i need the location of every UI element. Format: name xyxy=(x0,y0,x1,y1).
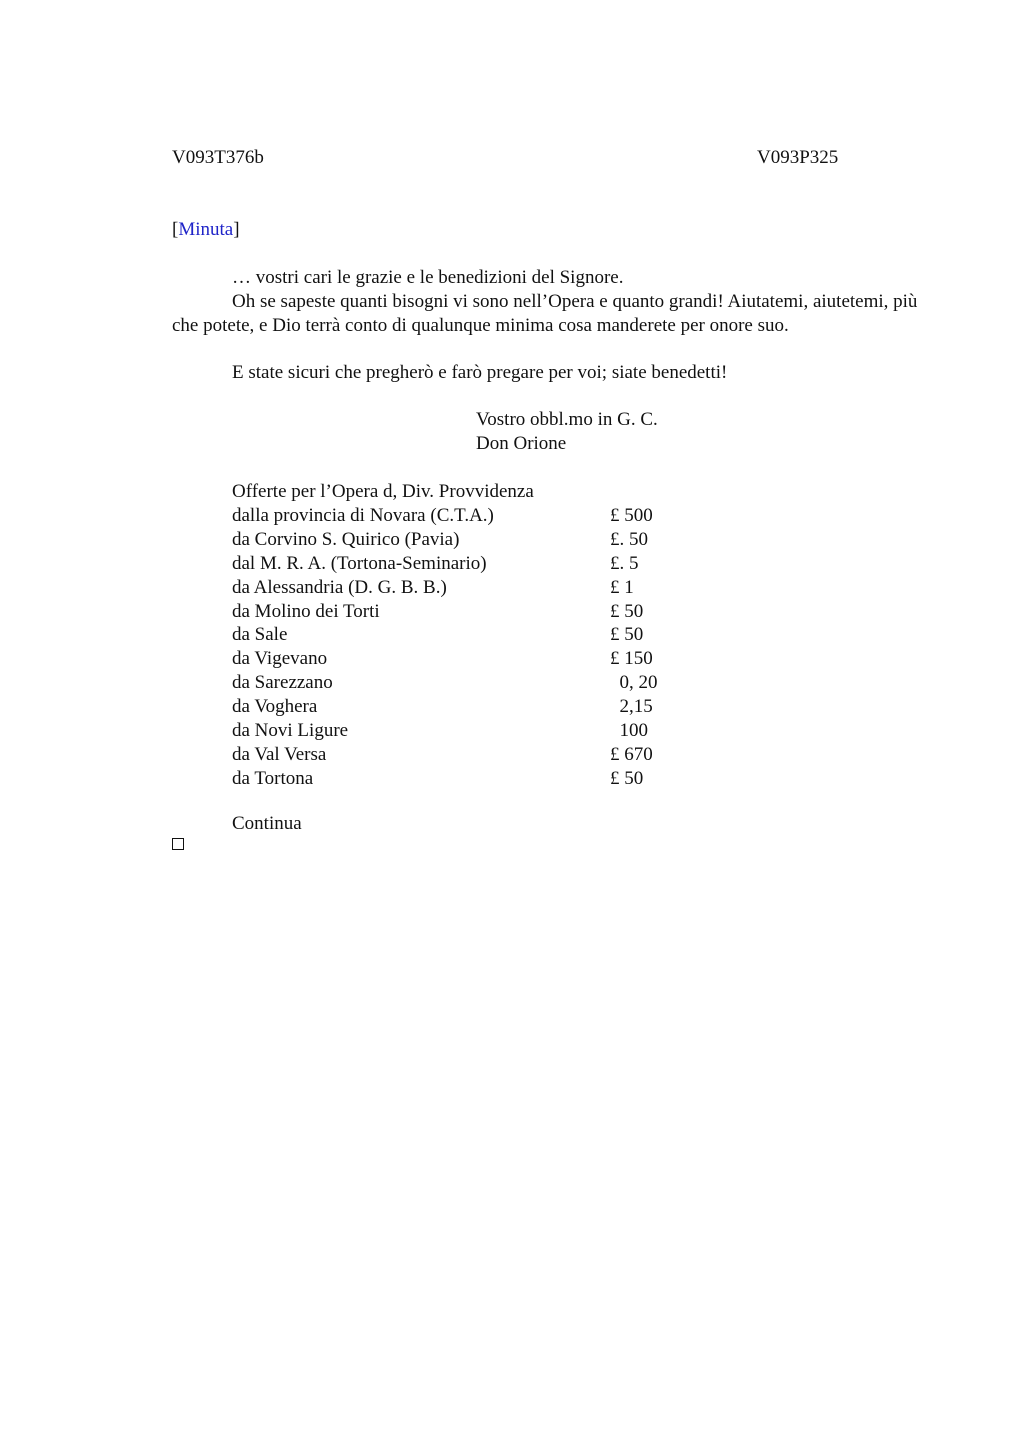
offer-row xyxy=(232,743,732,767)
offer-place: da Voghera xyxy=(232,696,318,718)
label-close-bracket: ] xyxy=(233,219,240,240)
offer-row xyxy=(232,504,732,528)
offer-row xyxy=(232,647,732,671)
paragraph-blessing: E state sicuri che pregherò e farò pregare per voi; siate benedetti! xyxy=(232,362,728,383)
offer-amount: £ 50 xyxy=(610,624,644,646)
paragraph-greeting: … vostri cari le grazie e le benedizioni del Signore. xyxy=(232,267,624,288)
offers-title: Offerte per l’Opera d, Div. Provvidenza xyxy=(232,481,534,502)
document-code-right: V093P325 xyxy=(757,147,839,168)
offer-amount: 2,15 xyxy=(610,696,653,718)
offer-amount: £ 50 xyxy=(610,600,644,622)
offer-row xyxy=(232,719,732,743)
offer-amount: 0, 20 xyxy=(610,672,658,694)
label-open-bracket: [ xyxy=(172,219,179,240)
offer-place: da Vigevano xyxy=(232,648,328,670)
offer-amount: £ 500 xyxy=(610,505,653,526)
offer-amount: £ 670 xyxy=(610,743,653,765)
offer-row xyxy=(232,623,732,647)
offer-amount: £. 50 xyxy=(610,528,648,550)
offer-row xyxy=(232,600,732,624)
signature-name: Don Orione xyxy=(476,433,567,454)
offers-list xyxy=(232,504,732,791)
offer-row xyxy=(232,695,732,719)
minuta-link[interactable]: Minuta xyxy=(178,219,234,240)
offer-place: da Alessandria (D. G. B. B.) xyxy=(232,576,447,598)
offer-amount: £ 150 xyxy=(610,648,653,670)
end-square-icon xyxy=(172,838,184,850)
offer-place: dalla provincia di Novara (C.T.A.) xyxy=(232,505,494,526)
offer-amount: £ 50 xyxy=(610,767,644,789)
offer-place: dal M. R. A. (Tortona-Seminario) xyxy=(232,552,487,574)
offer-row xyxy=(232,671,732,695)
offer-place: da Novi Ligure xyxy=(232,720,349,742)
continua-note: Continua xyxy=(232,813,302,834)
document-label xyxy=(172,218,240,242)
offer-amount: £ 1 xyxy=(610,576,634,598)
signature-closing: Vostro obbl.mo in G. C. xyxy=(476,409,658,430)
offer-place: da Molino dei Torti xyxy=(232,600,380,622)
offer-amount: £. 5 xyxy=(610,552,639,574)
offer-row xyxy=(232,528,732,552)
offer-place: da Val Versa xyxy=(232,743,327,765)
offer-place: da Corvino S. Quirico (Pavia) xyxy=(232,528,460,550)
offer-row xyxy=(232,576,732,600)
offer-place: da Sale xyxy=(232,624,288,646)
offer-place: da Tortona xyxy=(232,767,314,789)
offer-place: da Sarezzano xyxy=(232,672,333,694)
paragraph-appeal: Oh se sapeste quanti bisogni vi sono nell’Opera e quanto grandi! Aiutatemi, aiutetemi, più che potete, e Dio terrà conto di qualunque minima cosa manderete per onore suo. xyxy=(172,291,918,336)
offer-row xyxy=(232,767,732,791)
offer-amount: 100 xyxy=(610,720,648,742)
document-code-left: V093T376b xyxy=(172,147,264,168)
offer-row xyxy=(232,552,732,576)
